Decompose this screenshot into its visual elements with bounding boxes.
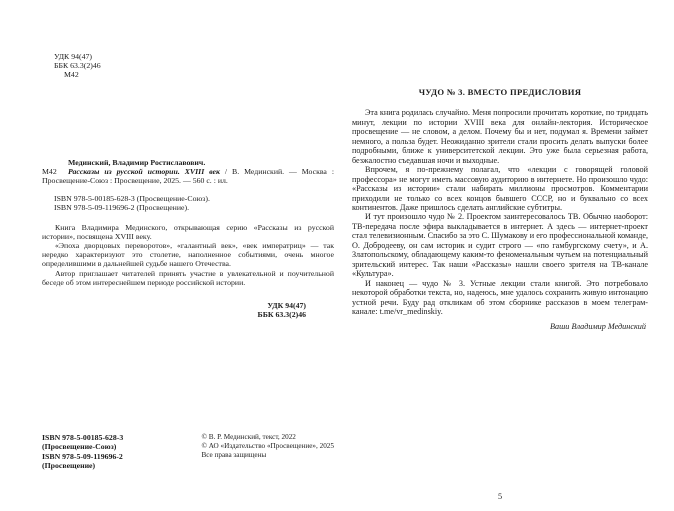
body-paragraph: Эта книга родилась случайно. Меня попросили прочитать короткие, по тридцать минут, лекции по истории XVIII века для онлайн-лектория. Историческое просвещение — не словом, а делом. Почему бы и нет, подумал я. Времени займет немного, а польза будет. Неожиданно зрители стали просить делать выпуски более подробными, ближе к университетской лекции. Это уже была серьезная работа, безжалостно съедавшая ночи и выходные. bbox=[352, 108, 648, 165]
imprint-footer bbox=[42, 433, 334, 471]
bib-title: Рассказы из русской истории. XVIII век bbox=[68, 166, 220, 176]
chapter-heading: ЧУДО № 3. ВМЕСТО ПРЕДИСЛОВИЯ bbox=[418, 87, 582, 97]
bbk-line: ББК 63.3(2)46 bbox=[54, 61, 101, 71]
udk-classification-block bbox=[54, 52, 334, 80]
bbk-line: ББК 63.3(2)46 bbox=[257, 310, 306, 320]
body-paragraph: И наконец — чудо № 3. Устные лекции стали книгой. Это потребовало некоторой обработки текста, но, надеюсь, мне удалось сохранить живую интонацию устной речи. Буду рад откликам об этом сборнике рассказов в моем телеграм-канале: t.me/vr_medinskiy. bbox=[352, 278, 648, 316]
author-signature: Ваши Владимир Мединский bbox=[550, 322, 646, 332]
isbn-publisher: (Просвещение-Союз) bbox=[42, 442, 117, 452]
udk-line: УДК 94(47) bbox=[54, 52, 92, 61]
bib-code: М42 bbox=[42, 166, 57, 176]
copyright-line: © АО «Издательство «Просвещение», 2025 bbox=[201, 442, 334, 451]
annotation-block bbox=[42, 223, 334, 287]
annotation-paragraph: Книга Владимира Мединского, открывающая серию «Рассказы из русской истории», посвящена XVIII веку. bbox=[42, 222, 334, 241]
bibliographic-record bbox=[42, 158, 334, 186]
isbn-block bbox=[54, 194, 334, 212]
imprint-page bbox=[42, 52, 334, 477]
rights-reserved-line: Все права защищены bbox=[201, 451, 267, 460]
copyright-block bbox=[201, 433, 334, 461]
udk-classification-bottom bbox=[42, 301, 334, 319]
isbn-footer bbox=[42, 433, 123, 471]
annotation-paragraph: Автор приглашает читателей принять участие в увлекательной и поучительной беседе об этом интереснейшем периоде российской истории. bbox=[42, 268, 334, 287]
bib-author: Мединский, Владимир Ростиславович. bbox=[68, 157, 206, 167]
bib-description: / В. Мединский. — Москва : Просвещение-Союз : Просвещение, 2025. — 560 с. : ил. bbox=[42, 166, 334, 186]
bib-entry bbox=[42, 167, 334, 185]
preface-page bbox=[352, 88, 648, 332]
copyright-line: © В. Р. Мединский, текст, 2022 bbox=[201, 432, 296, 441]
body-paragraph: Впрочем, я по-прежнему полагал, что «лекции с говорящей головой профессора» не могут иметь массовую аудиторию в интернете. Но произошло чудо: «Рассказы из истории» стали набирать миллионы просмотров. Комментарии приходили не только со всех концов бывшего СССР, но и буквально со всех континентов. Даже пришлось сделать английские субтитры. bbox=[352, 165, 648, 212]
isbn-line: ISBN 978-5-09-119696-2 (Просвещение). bbox=[54, 203, 190, 213]
page-number: 5 bbox=[497, 492, 503, 501]
udk-line: УДК 94(47) bbox=[267, 301, 306, 311]
body-paragraph: И тут произошло чудо № 2. Проектом заинтересовалось ТВ. Обычно наоборот: ТВ-передача после эфира выкладывается в интернет. А здесь — интернет-проект стал телевизионным. Спасибо за это С. Шумакову и его профессиональной команде, О. Добродееву, он сам историк и судит строго — «по гамбургскому счету», и А. Златопольскому, обладающему каким-то феноменальным чутьем на потенциальный зрительский интерес. Так наши «Рассказы» нашли своего зрителя на ТВ-канале «Культура». bbox=[352, 212, 648, 279]
isbn-line: ISBN 978-5-00185-628-3 (Просвещение-Союз). bbox=[54, 194, 210, 204]
isbn-publisher: (Просвещение) bbox=[42, 461, 96, 471]
author-sign-code: М42 bbox=[64, 70, 79, 80]
annotation-paragraph: «Эпоха дворцовых переворотов», «галантный век», «век императриц» — так нередко характеризуют это столетие, наполненное событиями, очень многое определившими в дальнейшей судьбе нашего Отечества. bbox=[42, 241, 334, 269]
isbn-line: ISBN 978-5-09-119696-2 bbox=[42, 451, 123, 461]
isbn-line: ISBN 978-5-00185-628-3 bbox=[42, 432, 124, 442]
